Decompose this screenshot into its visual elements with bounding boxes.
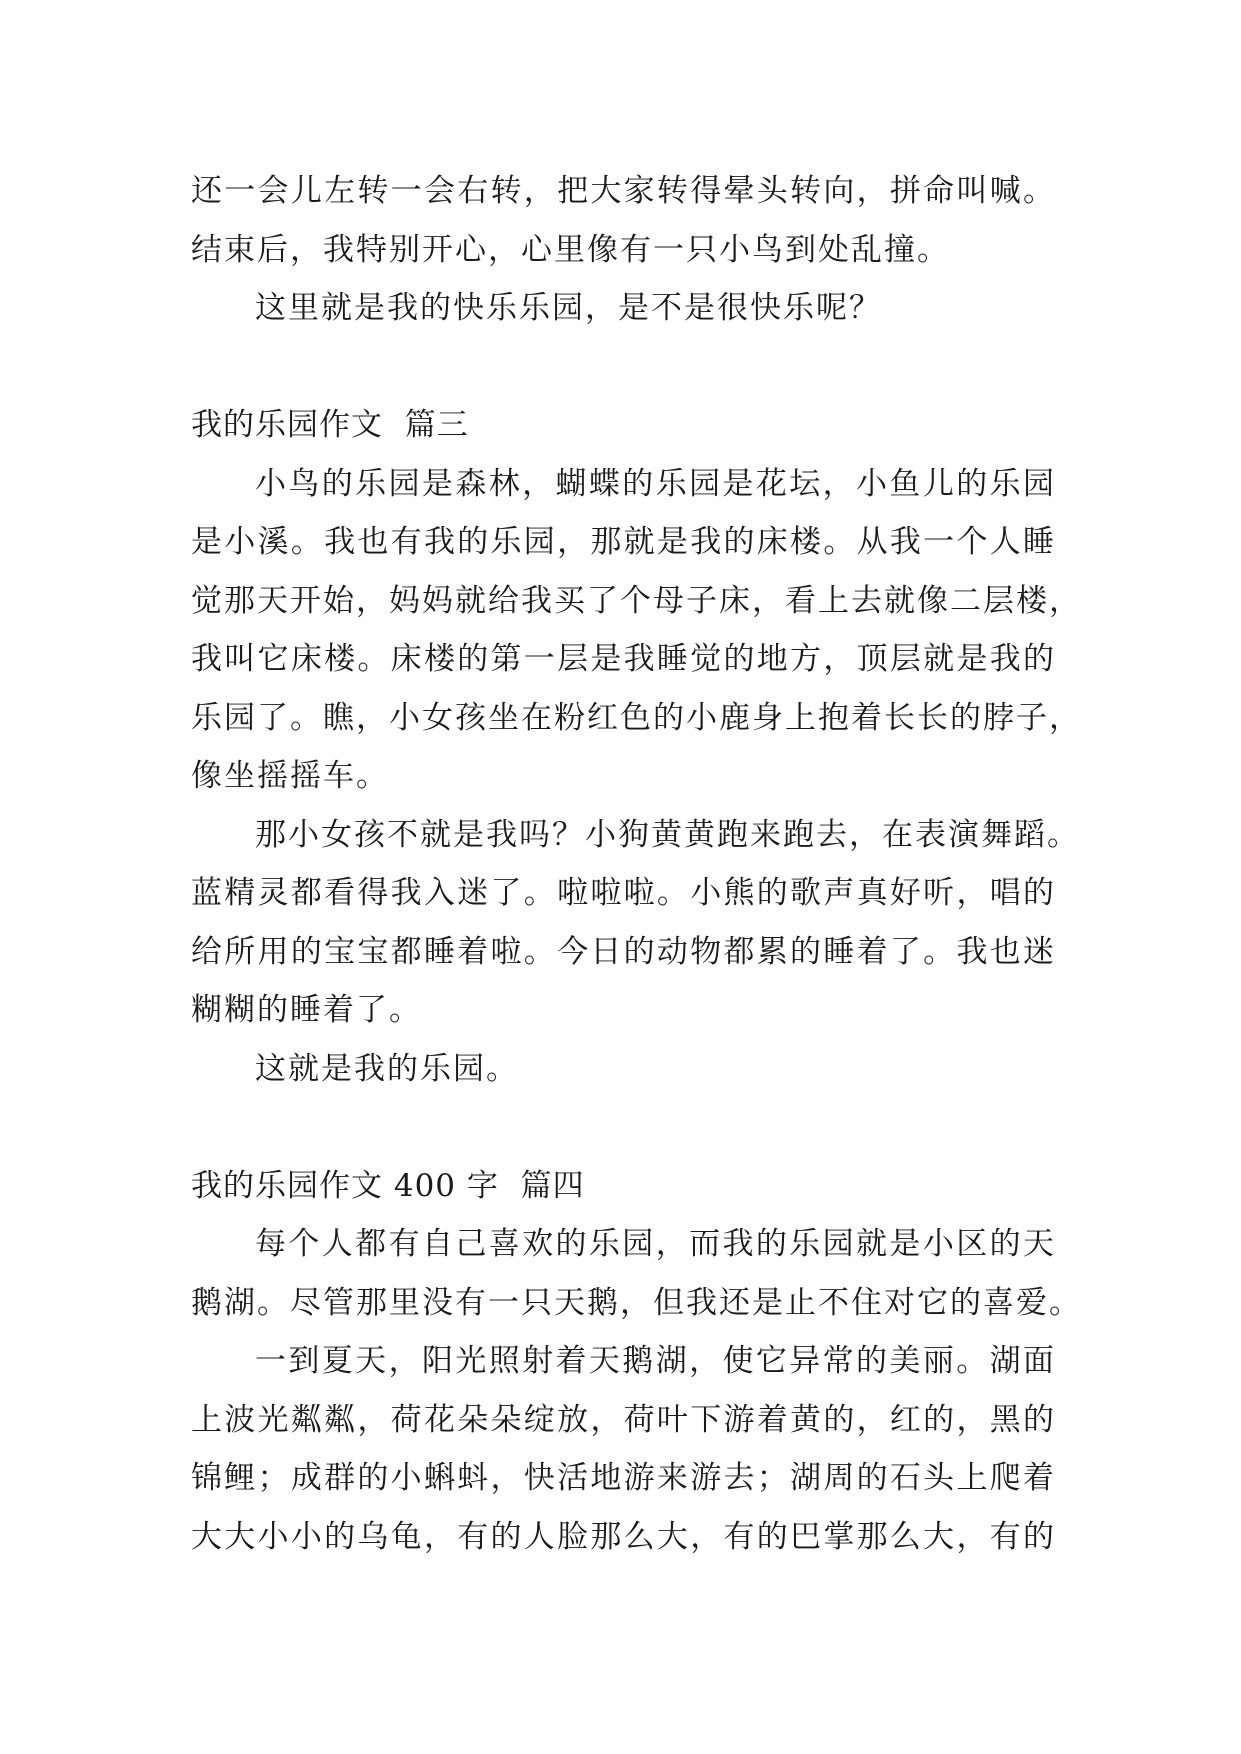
- text-line: 这就是我的乐园。: [255, 1050, 519, 1087]
- section-spacer: [191, 338, 1056, 397]
- text-line: 每个人都有自己喜欢的乐园，而我的乐园就是小区的天: [255, 1226, 1056, 1262]
- paragraph: [191, 806, 1080, 1040]
- text-line: 鹅湖。尽管那里没有一只天鹅，但我还是止不住对它的喜爱。: [191, 1284, 1082, 1321]
- text-line: 觉那天开始，妈妈就给我买了个母子床，看上去就像二层楼，: [191, 582, 1082, 619]
- text-line: 上波光粼粼，荷花朵朵绽放，荷叶下游着黄的，红的，黑的: [191, 1401, 1056, 1438]
- text-line: 结束后，我特别开心，心里像有一只小鸟到处乱撞。: [191, 231, 950, 268]
- text-line: 锦鲤；成群的小蝌蚪，快活地游来游去；湖周的石头上爬着: [191, 1460, 1056, 1496]
- section-spacer: [191, 1098, 1056, 1157]
- section-heading: 我的乐园作文 400 字 篇四: [191, 1167, 585, 1204]
- text-line: 这里就是我的快乐乐园，是不是很快乐呢？: [255, 290, 882, 326]
- text-line: 那小女孩不就是我吗？小狗黄黄跑来跑去，在表演舞蹈。: [255, 816, 1080, 853]
- text-line: 我叫它床楼。床楼的第一层是我睡觉的地方，顶层就是我的: [191, 641, 1056, 677]
- text-line: 蓝精灵都看得我入迷了。啦啦啦。小熊的歌声真好听，唱的: [191, 875, 1056, 911]
- paragraph: [191, 1215, 1082, 1332]
- text-line: 大大小小的乌龟，有的人脸那么大，有的巴掌那么大，有的: [191, 1518, 1056, 1555]
- section-heading: 我的乐园作文 篇三: [191, 407, 469, 443]
- text-line: 给所用的宝宝都睡着啦。今日的动物都累的睡着了。我也迷: [191, 933, 1056, 970]
- paragraph: [191, 455, 1082, 806]
- text-line: 是小溪。我也有我的乐园，那就是我的床楼。从我一个人睡: [191, 524, 1056, 560]
- paragraph: [191, 1040, 1056, 1099]
- text-line: 还一会儿左转一会右转，把大家转得晕头转向，拼命叫喊。: [191, 173, 1056, 209]
- document-page: [191, 162, 1082, 1566]
- paragraph: [191, 162, 1056, 279]
- text-line: 小鸟的乐园是森林，蝴蝶的乐园是花坛，小鱼儿的乐园: [255, 465, 1056, 502]
- text-line: 一到夏天，阳光照射着天鹅湖，使它异常的美丽。湖面: [255, 1343, 1056, 1379]
- paragraph: [191, 1332, 1056, 1566]
- text-line: 乐园了。瞧，小女孩坐在粉红色的小鹿身上抱着长长的脖子，: [191, 699, 1082, 736]
- paragraph: [191, 279, 1056, 338]
- text-line: 像坐摇摇车。: [191, 758, 389, 794]
- text-line: 糊糊的睡着了。: [191, 992, 422, 1028]
